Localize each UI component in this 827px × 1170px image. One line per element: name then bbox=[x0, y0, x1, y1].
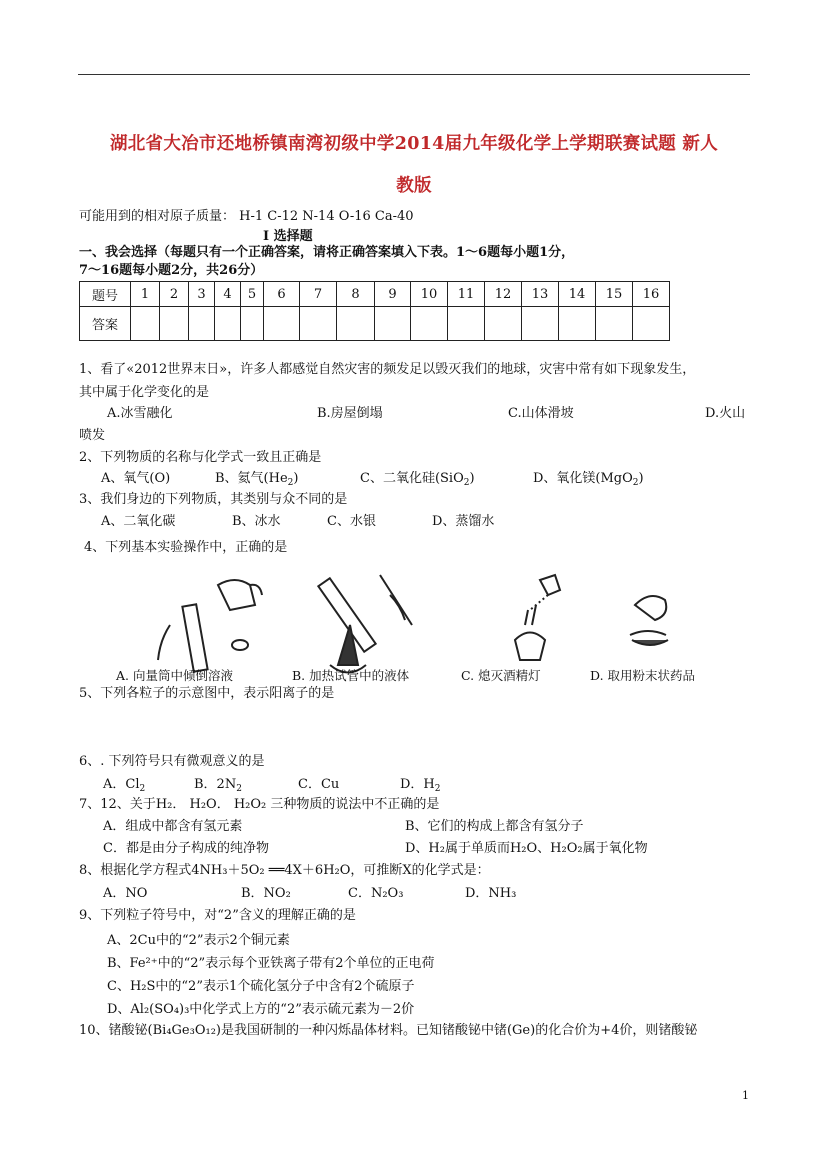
table-cell-number: 8 bbox=[337, 282, 375, 307]
graduated-cylinder-icon bbox=[158, 580, 262, 672]
q6-option-b: B．$2N_2$ bbox=[194, 777, 242, 794]
q9-option-c: C、H₂S中的“2”表示1个硫化氢分子中含有2个硫原子 bbox=[107, 979, 415, 994]
q1-stem-line1: 1、看了«2012世界末日»，许多人都感觉自然灾害的频发足以毁灭我们的地球，灾害中常有如下现象发生， bbox=[79, 362, 696, 377]
q1-option-a: A.冰雪融化 bbox=[107, 406, 173, 421]
test-tube-heating-icon bbox=[318, 575, 412, 673]
q9-option-d: D、Al₂(SO₄)₃中化学式上方的“2”表示硫元素为－2价 bbox=[107, 1002, 415, 1017]
table-cell-number: 13 bbox=[522, 282, 559, 307]
document-title-cont: 教版 bbox=[396, 176, 432, 196]
answer-cell[interactable] bbox=[215, 307, 241, 341]
table-cell-number: 9 bbox=[375, 282, 411, 307]
answer-cell[interactable] bbox=[633, 307, 670, 341]
table-cell-number: 16 bbox=[633, 282, 670, 307]
q2-stem: 2、下列物质的名称与化学式一致且正确是 bbox=[79, 450, 322, 465]
header-rule bbox=[78, 74, 750, 75]
table-cell-number: 1 bbox=[131, 282, 160, 307]
q2-option-b: B、氦气$(He_2)$ bbox=[215, 471, 299, 488]
alcohol-lamp-icon bbox=[515, 575, 560, 660]
section-title: I 选择题 bbox=[263, 229, 313, 244]
q4-option-a: A. 向量筒中倾倒溶液 bbox=[116, 668, 233, 683]
q4-option-b: B. 加热试管中的液体 bbox=[292, 668, 410, 683]
answer-cell[interactable] bbox=[448, 307, 485, 341]
q6-option-d: D．$H_2$ bbox=[400, 777, 441, 794]
q3-option-d: D、蒸馏水 bbox=[432, 514, 495, 529]
answer-table bbox=[79, 281, 670, 341]
table-cell-number: 7 bbox=[300, 282, 337, 307]
q2-option-d: D、氧化镁(MgO$_2$) bbox=[533, 471, 644, 488]
q4-stem: 4、下列基本实验操作中，正确的是 bbox=[84, 540, 288, 555]
q1-option-c: C.山体滑坡 bbox=[508, 406, 574, 421]
q1-option-d: D.火山 bbox=[705, 406, 746, 421]
q8-option-c: C．N₂O₃ bbox=[348, 886, 404, 901]
table-cell-number: 10 bbox=[411, 282, 448, 307]
instructions-line2: 7～16题每小题2分，共26分） bbox=[79, 263, 264, 278]
q7-stem: 7、12、关于H₂． H₂O． H₂O₂ 三种物质的说法中不正确的是 bbox=[79, 797, 440, 812]
document-title: 湖北省大冶市还地桥镇南湾初级中学2014届九年级化学上学期联赛试题 新人 bbox=[109, 134, 719, 154]
q7-option-d: D、H₂属于单质而H₂O、H₂O₂属于氧化物 bbox=[405, 841, 648, 856]
atomic-mass-line: 可能用到的相对原子质量： H-1 C-12 N-14 O-16 Ca-40 bbox=[79, 209, 414, 224]
answer-cell[interactable] bbox=[375, 307, 411, 341]
q3-option-c: C、水银 bbox=[327, 514, 376, 529]
q3-stem: 3、我们身边的下列物质，其类别与众不同的是 bbox=[79, 492, 348, 507]
q7-option-c: C．都是由分子构成的纯净物 bbox=[103, 841, 269, 856]
table-cell-number: 14 bbox=[559, 282, 596, 307]
table-cell-number: 15 bbox=[596, 282, 633, 307]
q5-stem: 5、下列各粒子的示意图中，表示阳离子的是 bbox=[79, 686, 335, 701]
q6-option-c: C．Cu bbox=[298, 777, 340, 792]
q1-stem-line2: 其中属于化学变化的是 bbox=[79, 385, 210, 400]
answer-cell[interactable] bbox=[522, 307, 559, 341]
q1-option-d-cont: 喷发 bbox=[79, 428, 106, 443]
table-label-answer: 答案 bbox=[80, 307, 131, 341]
table-cell-number: 5 bbox=[241, 282, 264, 307]
table-cell-number: 2 bbox=[160, 282, 189, 307]
answer-cell[interactable] bbox=[264, 307, 300, 341]
table-cell-number: 11 bbox=[448, 282, 485, 307]
q3-option-b: B、冰水 bbox=[232, 514, 281, 529]
answer-cell[interactable] bbox=[596, 307, 633, 341]
answer-table-answer-row bbox=[80, 307, 670, 341]
page-number: 1 bbox=[742, 1089, 749, 1102]
q6-option-a: A．$Cl_2$ bbox=[103, 777, 146, 794]
q6-stem: 6、. 下列符号只有微观意义的是 bbox=[79, 754, 265, 769]
q4-option-d: D. 取用粉末状药品 bbox=[590, 668, 696, 683]
powder-sampling-icon bbox=[630, 596, 668, 645]
answer-cell[interactable] bbox=[241, 307, 264, 341]
q10-stem-line1: 10、锗酸铋(Bi₄Ge₃O₁₂)是我国研制的一种闪烁晶体材料。已知锗酸铋中锗(Ge)的化合价为+4价，则锗酸铋 bbox=[79, 1023, 698, 1038]
instructions-line1: 一、我会选择（每题只有一个正确答案，请将正确答案填入下表。1～6题每小题1分， bbox=[79, 245, 575, 260]
table-cell-number: 4 bbox=[215, 282, 241, 307]
q2-option-a: A、氧气(O) bbox=[101, 471, 171, 486]
answer-cell[interactable] bbox=[559, 307, 596, 341]
q9-option-b: B、Fe²⁺中的“2”表示每个亚铁离子带有2个单位的正电荷 bbox=[107, 956, 435, 971]
q8-option-a: A．NO bbox=[103, 886, 148, 901]
q1-option-b: B.房屋倒塌 bbox=[317, 406, 383, 421]
table-cell-number: 12 bbox=[485, 282, 522, 307]
answer-cell[interactable] bbox=[485, 307, 522, 341]
q2-option-c: C、二氧化硅(SiO$_2$) bbox=[360, 471, 475, 488]
answer-table-header-row bbox=[80, 282, 670, 307]
q7-option-b: B、它们的构成上都含有氢分子 bbox=[405, 819, 584, 834]
answer-cell[interactable] bbox=[131, 307, 160, 341]
q4-option-c: C. 熄灭酒精灯 bbox=[461, 668, 541, 683]
q9-stem: 9、下列粒子符号中，对“2”含义的理解正确的是 bbox=[79, 908, 356, 923]
answer-cell[interactable] bbox=[411, 307, 448, 341]
answer-cell[interactable] bbox=[300, 307, 337, 341]
answer-cell[interactable] bbox=[189, 307, 215, 341]
table-label-number: 题号 bbox=[80, 282, 131, 307]
answer-cell[interactable] bbox=[160, 307, 189, 341]
q8-option-d: D．NH₃ bbox=[465, 886, 517, 901]
table-cell-number: 3 bbox=[189, 282, 215, 307]
q7-option-a: A．组成中都含有氢元素 bbox=[103, 819, 243, 834]
q9-option-a: A、2Cu中的“2”表示2个铜元素 bbox=[107, 933, 290, 948]
q8-stem: 8、根据化学方程式4NH₃＋5O₂ ══4X＋6H₂O，可推断X的化学式是： bbox=[79, 863, 490, 878]
q8-option-b: B．NO₂ bbox=[241, 886, 291, 901]
q3-option-a: A、二氧化碳 bbox=[101, 514, 176, 529]
answer-cell[interactable] bbox=[337, 307, 375, 341]
table-cell-number: 6 bbox=[264, 282, 300, 307]
